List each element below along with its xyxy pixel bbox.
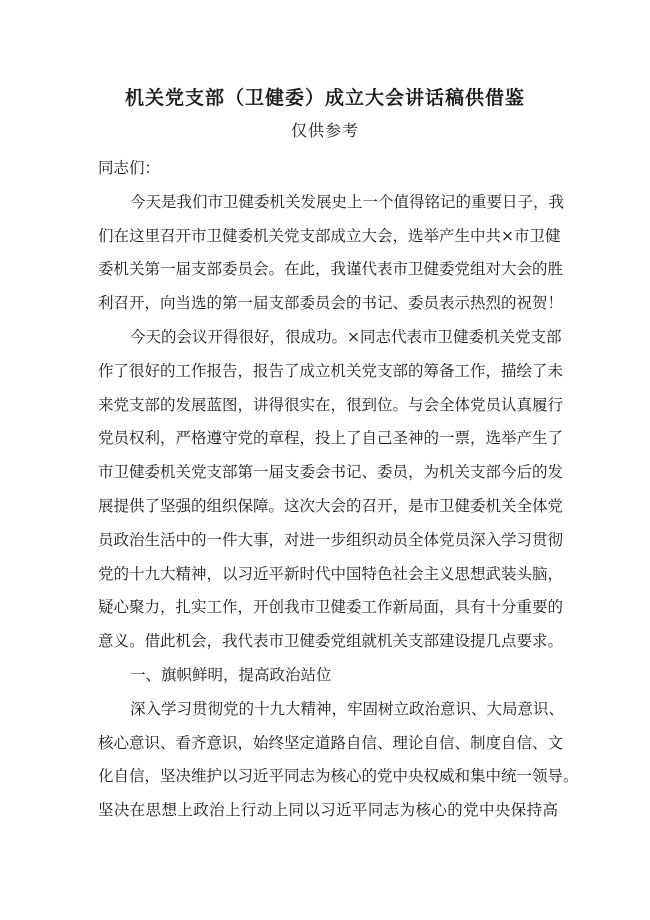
body-line: 们在这里召开市卫健委机关党支部成立大会，选举产生中共×市卫健 <box>98 226 561 245</box>
body-line: 意义。借此机会，我代表市卫健委党组就机关支部建设提几点要求。 <box>98 632 564 651</box>
body-line: 党员权利，严格遵守党的章程，投上了自己圣神的一票，选举产生了 <box>98 429 564 448</box>
document-title: 机关党支部（卫健委）成立大会讲话稿供借鉴 <box>124 87 525 109</box>
body-line: 今天的会议开得很好，很成功。×同志代表市卫健委机关党支部 <box>130 327 562 346</box>
body-line: 作了很好的工作报告，报告了成立机关党支部的筹备工作，描绘了未 <box>98 361 564 380</box>
body-line: 今天是我们市卫健委机关发展史上一个值得铭记的重要日子，我 <box>130 192 565 211</box>
body-line: 深入学习贯彻党的十九大精神，牢固树立政治意识、大局意识、 <box>130 699 565 718</box>
body-line: 展提供了坚强的组织保障。这次大会的召开，是市卫健委机关全体党 <box>98 496 564 515</box>
section-heading: 一、旗帜鲜明，提高政治站位 <box>130 665 332 684</box>
body-line: 坚决在思想上政治上行动上同以习近平同志为核心的党中央保持高 <box>98 801 558 820</box>
body-line: 党的十九大精神，以习近平新时代中国特色社会主义思想武装头脑， <box>98 564 564 583</box>
body-line: 核心意识、看齐意识，始终坚定道路自信、理论自信、制度自信、文 <box>98 733 564 752</box>
body-line: 员政治生活中的一件大事，对进一步组织动员全体党员深入学习贯彻 <box>98 530 564 549</box>
document-subtitle: 仅供参考 <box>290 121 359 140</box>
body-line: 来党支部的发展蓝图，讲得很实在，很到位。与会全体党员认真履行 <box>98 395 564 414</box>
document-body <box>98 152 579 828</box>
salutation: 同志们： <box>98 159 161 177</box>
body-line: 委机关第一届支部委员会。在此，我谨代表市卫健委党组对大会的胜 <box>98 260 564 279</box>
body-line: 疑心聚力，扎实工作，开创我市卫健委工作新局面，具有十分重要的 <box>98 598 564 617</box>
body-line: 市卫健委机关党支部第一届支委会书记、委员，为机关支部今后的发 <box>98 463 564 482</box>
body-line: 化自信，坚决维护以习近平同志为核心的党中央权威和集中统一领导。 <box>98 767 579 786</box>
body-line: 利召开，向当选的第一届支部委员会的书记、委员表示热烈的祝贺！ <box>98 294 564 313</box>
